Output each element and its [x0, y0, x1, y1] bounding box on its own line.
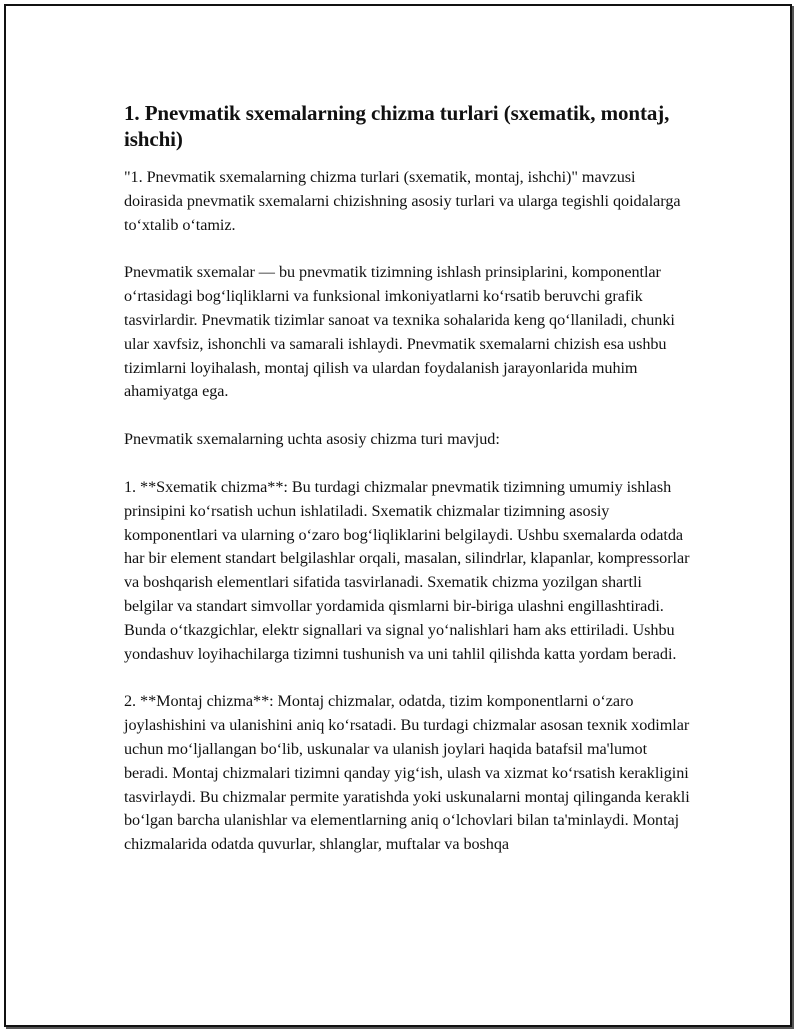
intro-paragraph: "1. Pnevmatik sxemalarning chizma turlari (sxematik, montaj, ishchi)" mavzusi doirasida pnevmatik sxemalarni chizishning asosiy turlari va ularga tegishli qoidalarga to‘xtalib o‘tamiz. — [124, 168, 681, 234]
schematic-drawing-paragraph: 1. **Sxematik chizma**: Bu turdagi chizmalar pnevmatik tizimning umumiy ishlash prinsipini ko‘rsatish uchun ishlatiladi. Sxematik chizmalar tizimning asosiy komponentlari va ularning o‘zaro bog‘liqliklarini belgilaydi. Ushbu sxemalarda odatda har bir element standart belgilashlar orqali, masalan, silindrlar, klapanlar, kompressorlar va boshqarish elementlari sifatida tasvirlanadi. Sxematik chizma yozilgan shartli belgilar va standart simvollar yordamida qismlarni bir-biriga ulashni engillashtiradi. Bunda o‘tkazgichlar, elektr signallari va signal yo‘nalishlari ham aks ettiriladi. Ushbu yondashuv loyihachilarga tizimni tushunish va uni tahlil qilishda katta yordam beradi. — [124, 477, 690, 663]
assembly-drawing-paragraph: 2. **Montaj chizma**: Montaj chizmalar, odatda, tizim komponentlarni o‘zaro joylashishini va ulanishini aniq ko‘rsatadi. Bu turdagi chizmalar asosan texnik xodimlar uchun mo‘ljallangan bo‘lib, uskunalar va ulanish joylari haqida batafsil ma'lumot beradi. Montaj chizmalari tizimni qanday yig‘ish, ulash va xizmat ko‘rsatish kerakligini tasvirlaydi. Bu chizmalar permite yaratishda yoki uskunalarni montaj qilinganda kerakli bo‘lgan barcha ulanishlar va elementlarning aniq o‘lchovlari bilan ta'minlaydi. Montaj chizmalarida odatda quvurlar, shlanglar, muftalar va boshqa — [124, 692, 690, 854]
types-intro-paragraph: Pnevmatik sxemalarning uchta asosiy chizma turi mavjud: — [124, 430, 500, 449]
document-page — [4, 4, 792, 1027]
document-title: 1. Pnevmatik sxemalarning chizma turlari (sxematik, montaj, ishchi) — [124, 101, 670, 151]
document-content — [124, 100, 694, 881]
definition-paragraph: Pnevmatik sxemalar — bu pnevmatik tizimning ishlash prinsiplarini, komponentlar o‘rtasidagi bog‘liqliklarni va funksional imkoniyatlarni ko‘rsatib beruvchi grafik tasvirlardir. Pnevmatik tizimlar sanoat va texnika sohalarida keng qo‘llaniladi, chunki ular xavfsiz, ishonchli va samarali ishlaydi. Pnevmatik sxemalarni chizish esa ushbu tizimlarni loyihalash, montaj qilish va ulardan foydalanish jarayonlarida muhim ahamiyatga ega. — [124, 263, 675, 401]
